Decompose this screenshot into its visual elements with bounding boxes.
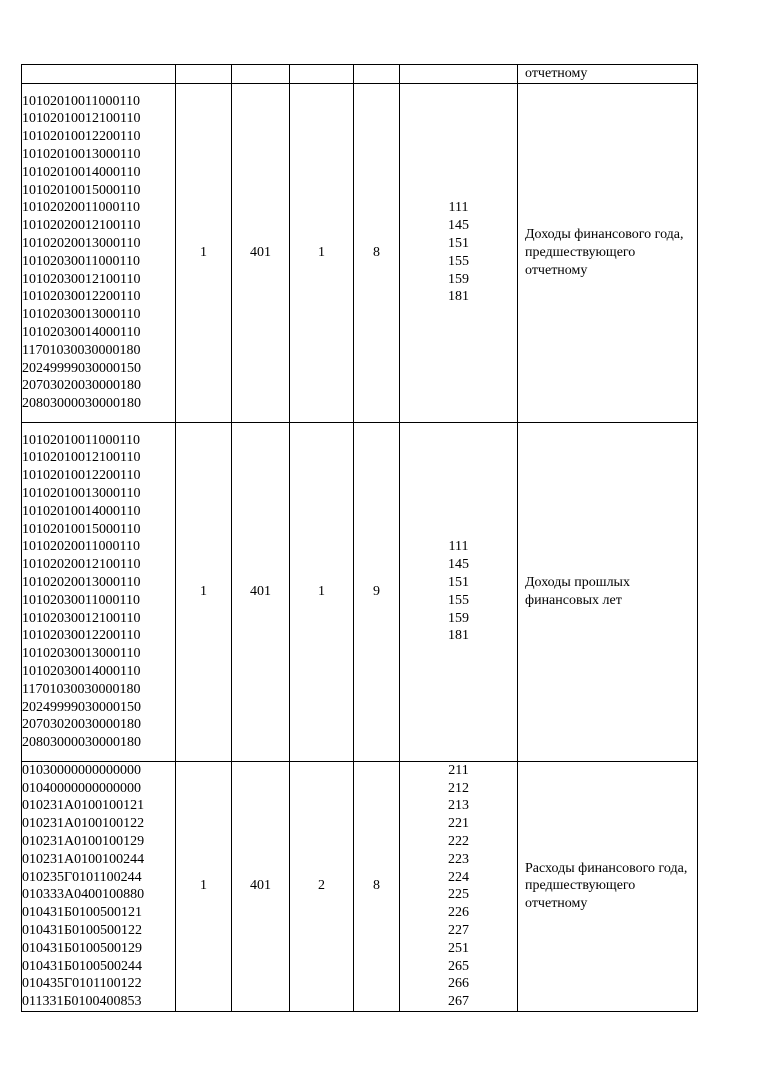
account-code: 010431Б0100500121 (22, 905, 143, 921)
table-row (22, 761, 698, 1011)
kosgu-code: 251 (448, 940, 469, 956)
account-code: 11701030030000180 (22, 342, 141, 358)
kosgu-code: 267 (448, 994, 469, 1010)
column-3-cell: 401 (232, 83, 290, 422)
table-body (22, 65, 698, 1012)
kosgu-code: 181 (448, 628, 469, 644)
table-row (22, 65, 698, 84)
description-cell: Доходы финансового года, предшествующего отчетному (518, 83, 698, 422)
kosgu-code: 151 (448, 575, 469, 590)
account-code: 10102020011000110 (22, 539, 140, 555)
table-row (22, 83, 698, 422)
kosgu-code: 266 (448, 976, 469, 992)
kosgu-code: 221 (448, 816, 469, 832)
kosgu-codes-cell (400, 65, 518, 84)
account-code: 010231А0100100129 (22, 833, 145, 849)
column-2-cell: 1 (176, 422, 232, 761)
account-code: 11701030030000180 (22, 681, 141, 697)
kosgu-code: 111 (448, 539, 469, 555)
account-code: 10102030014000110 (22, 324, 141, 340)
account-code: 10102020013000110 (22, 575, 141, 590)
account-code: 010235Г0101100244 (22, 869, 142, 885)
account-code: 20803000030000180 (22, 396, 141, 412)
account-code: 01040000000000000 (22, 780, 141, 796)
column-5-cell (354, 65, 400, 84)
kosgu-code: 111 (448, 200, 469, 216)
account-code: 10102020011000110 (22, 200, 140, 216)
account-code: 010435Г0101100122 (22, 976, 142, 992)
account-code: 10102010015000110 (22, 521, 141, 537)
account-code: 10102030011000110 (22, 253, 140, 269)
account-code: 10102010012100110 (22, 450, 141, 466)
account-code: 10102010012200110 (22, 129, 141, 145)
account-code: 010431Б0100500122 (22, 922, 143, 938)
account-code: 10102030013000110 (22, 646, 141, 662)
table-row (22, 422, 698, 761)
account-codes-cell (22, 83, 176, 422)
account-code: 20703020030000180 (22, 717, 141, 733)
account-codes-cell (22, 65, 176, 84)
description-cell: Доходы прошлых финансовых лет (518, 422, 698, 761)
account-code: 10102010011000110 (22, 93, 140, 109)
kosgu-code: 213 (448, 798, 469, 814)
kosgu-code: 227 (448, 922, 469, 938)
account-code: 011331Б0100400853 (22, 994, 142, 1010)
account-code: 10102020012100110 (22, 218, 141, 234)
account-code: 10102010012100110 (22, 111, 141, 127)
kosgu-code: 155 (448, 592, 469, 608)
account-code: 10102010014000110 (22, 164, 141, 180)
column-5-cell: 8 (354, 83, 400, 422)
kosgu-code: 223 (448, 851, 469, 867)
account-code: 10102030012100110 (22, 271, 141, 287)
column-4-cell: 1 (290, 83, 354, 422)
account-code: 10102030012200110 (22, 289, 141, 305)
account-code: 10102030011000110 (22, 592, 140, 608)
kosgu-codes-cell (400, 422, 518, 761)
account-code: 20249999030000150 (22, 699, 141, 715)
column-3-cell: 401 (232, 761, 290, 1011)
account-code: 10102020012100110 (22, 557, 141, 573)
account-code: 10102010013000110 (22, 147, 141, 163)
account-code: 10102030012100110 (22, 610, 141, 626)
column-4-cell: 1 (290, 422, 354, 761)
column-3-cell (232, 65, 290, 84)
kosgu-code: 181 (448, 289, 469, 305)
account-codes-cell (22, 422, 176, 761)
account-code: 010231А0100100244 (22, 851, 145, 867)
account-code: 10102010015000110 (22, 182, 141, 198)
column-4-cell: 2 (290, 761, 354, 1011)
account-code: 010431Б0100500244 (22, 958, 143, 974)
kosgu-codes-cell (400, 83, 518, 422)
account-code: 10102010013000110 (22, 486, 141, 502)
account-code: 10102010014000110 (22, 503, 141, 519)
column-4-cell (290, 65, 354, 84)
account-code: 20803000030000180 (22, 735, 141, 751)
account-code: 10102030014000110 (22, 663, 141, 679)
kosgu-codes-cell (400, 761, 518, 1011)
kosgu-code: 225 (448, 887, 469, 903)
account-codes-cell (22, 761, 176, 1011)
kosgu-code: 155 (448, 253, 469, 269)
kosgu-code: 145 (448, 218, 469, 234)
kosgu-code: 265 (448, 958, 469, 974)
column-5-cell: 8 (354, 761, 400, 1011)
kosgu-code: 159 (448, 610, 469, 626)
account-code: 10102010012200110 (22, 468, 141, 484)
column-2-cell: 1 (176, 83, 232, 422)
kosgu-code: 145 (448, 557, 469, 573)
column-3-cell: 401 (232, 422, 290, 761)
kosgu-code: 211 (448, 762, 469, 778)
account-code: 10102020013000110 (22, 236, 141, 251)
account-code: 010231А0100100122 (22, 816, 145, 832)
account-code: 20249999030000150 (22, 360, 141, 376)
kosgu-code: 222 (448, 833, 469, 849)
account-code: 010431Б0100500129 (22, 940, 143, 956)
account-code: 10102030013000110 (22, 307, 141, 323)
kosgu-code: 212 (448, 780, 469, 796)
description-cell: отчетному (518, 65, 698, 84)
account-code: 10102030012200110 (22, 628, 141, 644)
kosgu-code: 224 (448, 869, 469, 885)
document-table (21, 64, 698, 1012)
kosgu-code: 151 (448, 236, 469, 251)
description-cell: Расходы финансового года, предшествующего отчетному (518, 761, 698, 1011)
column-2-cell (176, 65, 232, 84)
account-code: 10102010011000110 (22, 432, 140, 448)
column-2-cell: 1 (176, 761, 232, 1011)
account-code: 20703020030000180 (22, 378, 141, 394)
column-5-cell: 9 (354, 422, 400, 761)
account-code: 01030000000000000 (22, 762, 141, 778)
kosgu-code: 226 (448, 905, 469, 921)
account-code: 010333А0400100880 (22, 887, 145, 903)
kosgu-code: 159 (448, 271, 469, 287)
account-code: 010231А0100100121 (22, 798, 145, 814)
